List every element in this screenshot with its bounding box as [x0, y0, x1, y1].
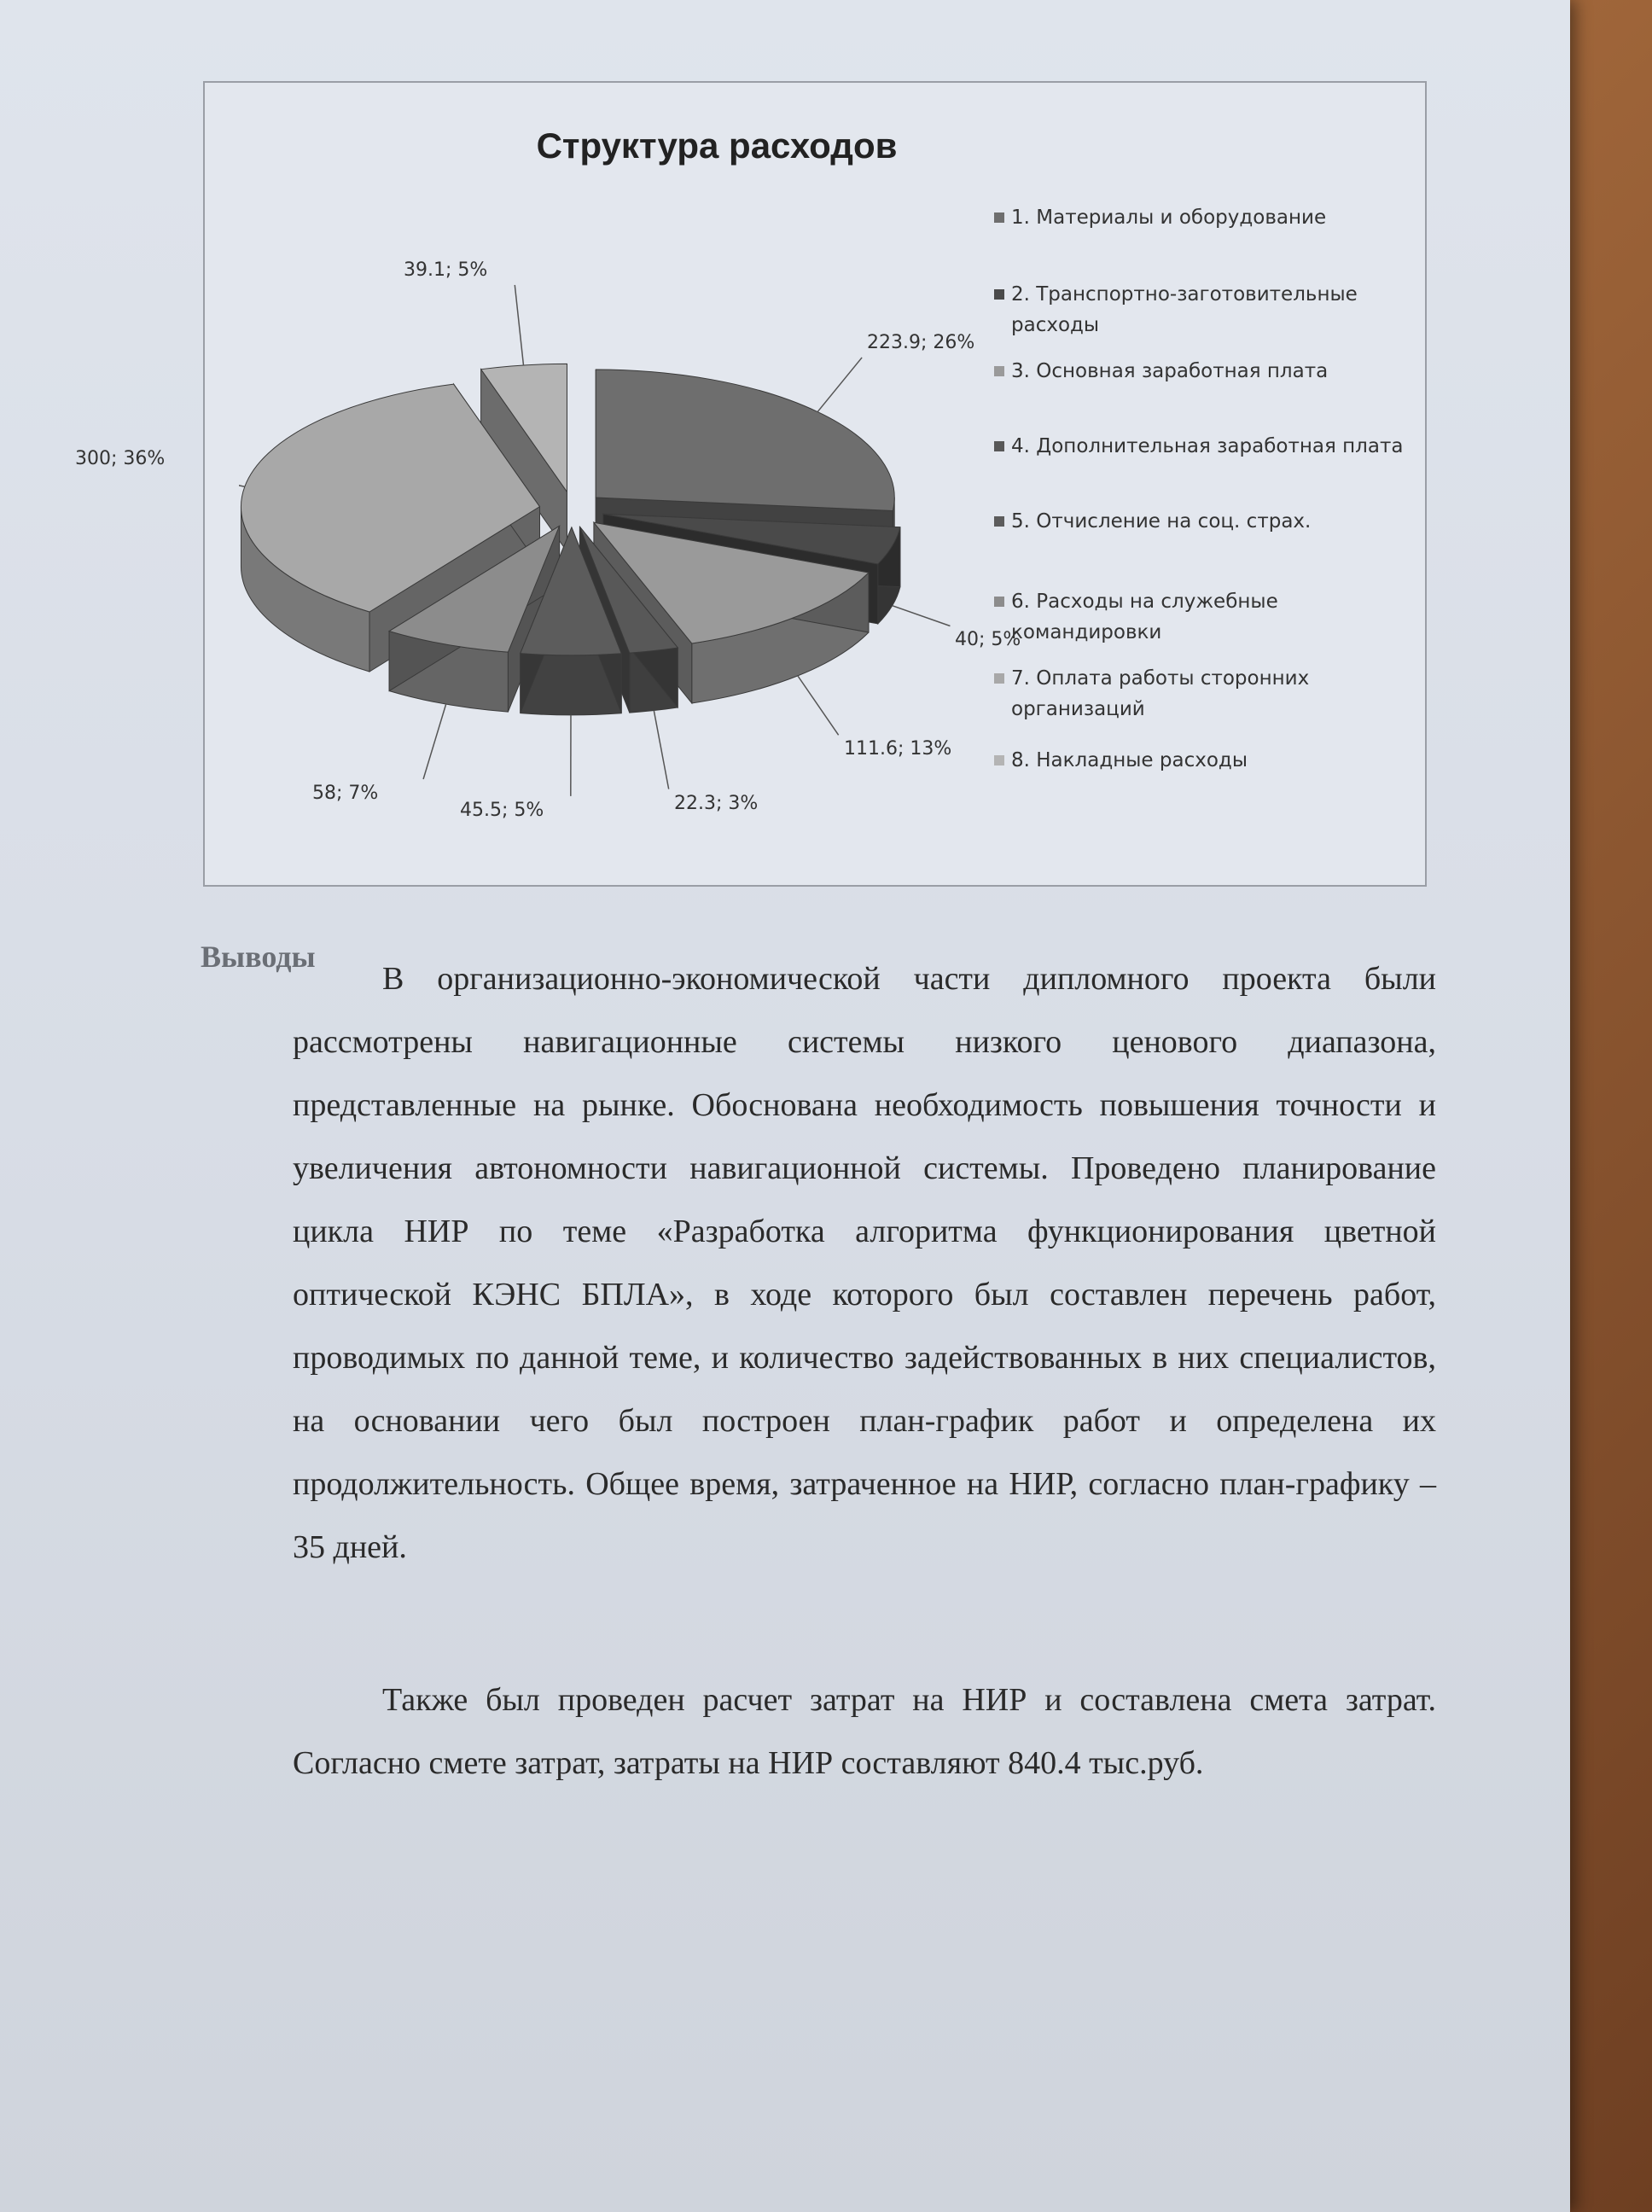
- legend-item-2: [994, 279, 1404, 341]
- legend-swatch-1: [994, 212, 1004, 223]
- legend-label-4: 4. Дополнительная заработная плата: [1011, 435, 1404, 457]
- legend-item-7: [994, 663, 1404, 725]
- legend-swatch-4: [994, 441, 1004, 451]
- legend-item-1: [994, 202, 1404, 233]
- data-label-6: 58; 7%: [312, 783, 379, 804]
- legend-item-3: [994, 356, 1404, 387]
- leader-line-3: [798, 676, 839, 735]
- legend-item-6: [994, 586, 1404, 648]
- leader-line-4: [654, 711, 668, 789]
- legend-label-2: 2. Транспортно-заготовительные расходы: [1011, 283, 1358, 336]
- data-label-2: 40; 5%: [955, 629, 1021, 650]
- legend-item-8: [994, 745, 1404, 776]
- legend-swatch-7: [994, 673, 1004, 684]
- leader-line-6: [423, 704, 446, 779]
- legend-label-5: 5. Отчисление на соц. страх.: [1011, 510, 1312, 533]
- data-label-4: 22.3; 3%: [674, 793, 759, 814]
- legend-item-4: [994, 431, 1404, 462]
- legend-label-3: 3. Основная заработная плата: [1011, 360, 1329, 382]
- legend-swatch-3: [994, 366, 1004, 376]
- legend-label-8: 8. Накладные расходы: [1011, 749, 1248, 771]
- leader-line-7: [239, 474, 245, 486]
- legend-item-5: [994, 506, 1404, 537]
- legend-swatch-2: [994, 289, 1004, 300]
- chart-title: Структура расходов: [536, 125, 898, 166]
- leader-line-1: [817, 358, 862, 412]
- section-title: Выводы: [201, 940, 316, 974]
- data-label-3: 111.6; 13%: [844, 738, 952, 760]
- data-label-1: 223.9; 26%: [867, 332, 975, 353]
- legend-label-7: 7. Оплата работы сторонних организаций: [1011, 667, 1310, 720]
- data-label-7: 300; 36%: [75, 448, 166, 469]
- leader-line-2: [893, 606, 951, 626]
- legend-swatch-8: [994, 755, 1004, 765]
- legend-swatch-6: [994, 597, 1004, 607]
- legend-label-1: 1. Материалы и оборудование: [1011, 207, 1327, 229]
- leader-line-8: [515, 285, 523, 365]
- data-label-8: 39.1; 5%: [404, 259, 488, 281]
- paragraph-conclusions: В организационно-экономической части дипломного проекта были рассмотрены навигационные системы низкого ценового диапазона, представленные на рынке. Обоснована необходимость повышения точности и увеличения автономности навигационной системы. Проведено планирование цикла НИР по теме «Разработка алгоритма функционирования цветной оптической КЭНС БПЛА», в ходе которого был составлен перечень работ, проводимых по данной теме, и количество задействованных в них специалистов, на основании чего был построен план-график работ и определена их продолжительность. Общее время, затраченное на НИР, согласно план-графику – 35 дней.: [293, 961, 1436, 1565]
- legend-swatch-5: [994, 516, 1004, 527]
- legend-label-6: 6. Расходы на служебные командировки: [1011, 591, 1278, 643]
- paragraph-costs: Также был проведен расчет затрат на НИР и составлена смета затрат. Согласно смете затрат, затраты на НИР составляют 840.4 тыс.руб.: [293, 1682, 1436, 1781]
- data-label-5: 45.5; 5%: [460, 800, 544, 821]
- chart-frame: [75, 81, 1427, 887]
